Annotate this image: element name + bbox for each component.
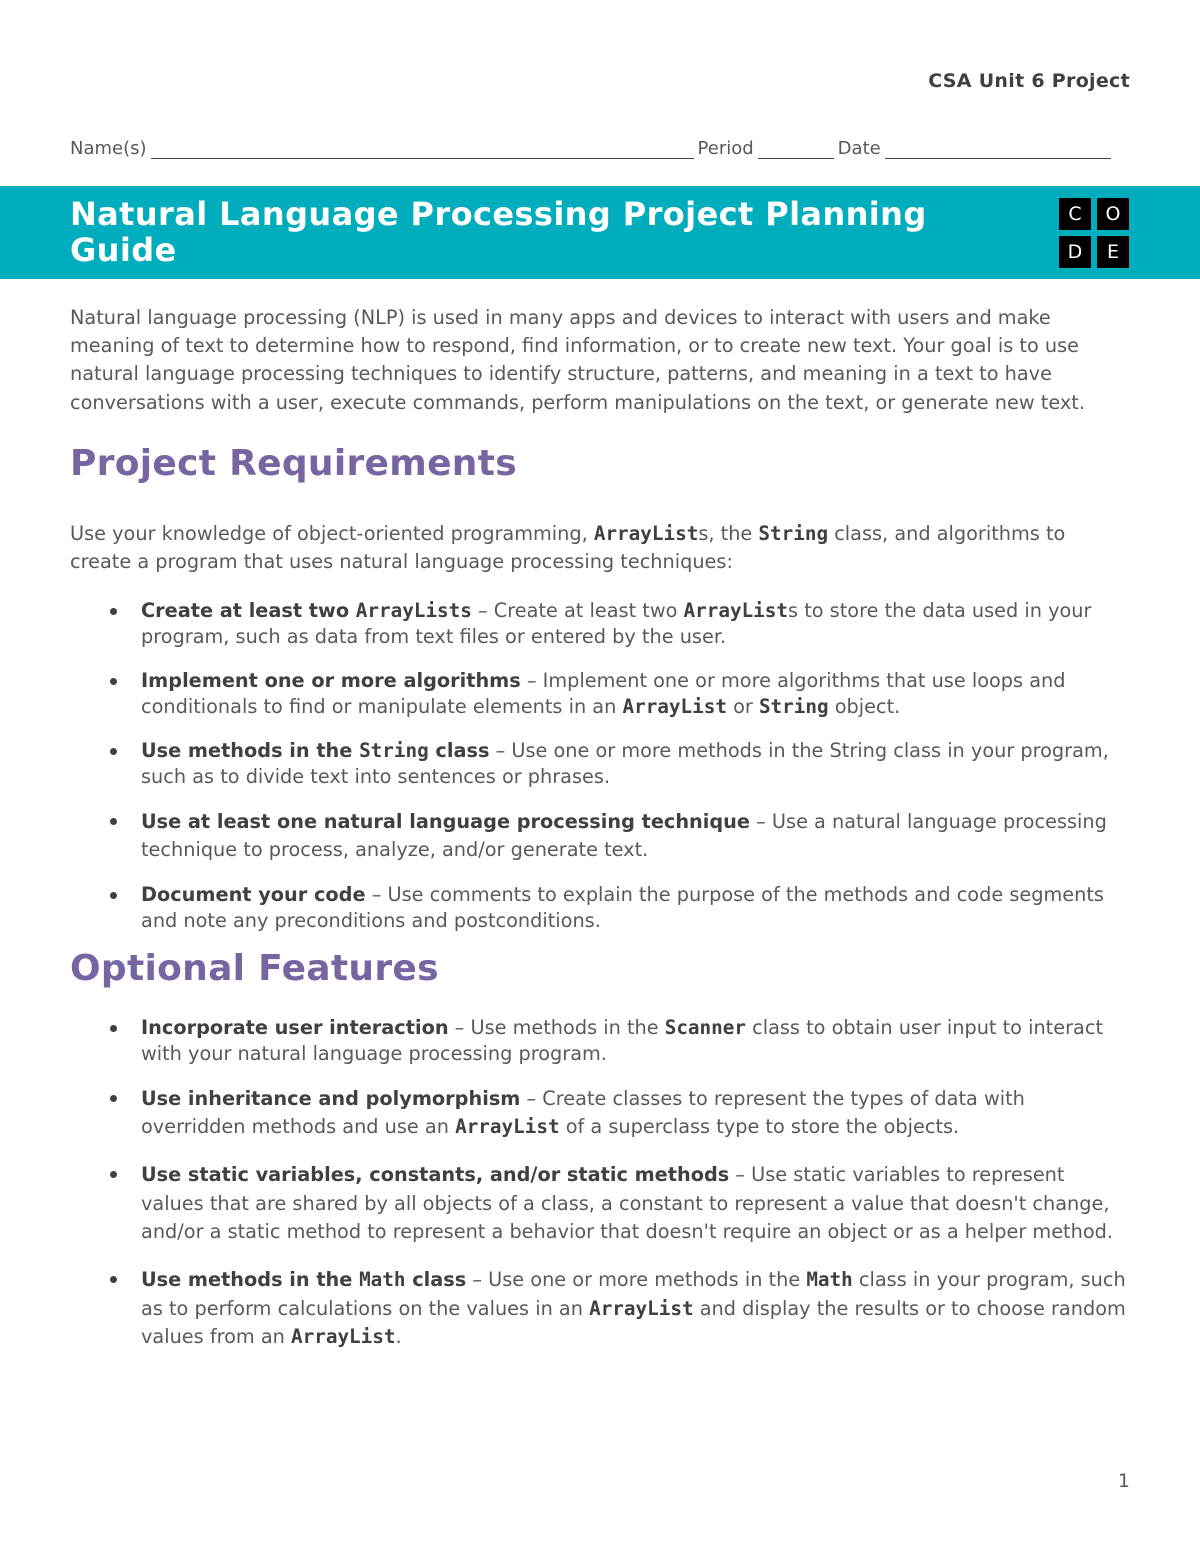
dash: –: [729, 1163, 752, 1187]
dash: –: [448, 1016, 471, 1040]
name-blank: [151, 138, 694, 159]
code-arraylist: ArrayList: [455, 1115, 560, 1139]
text: Use one or more methods in the String class in your program, such as to divide text into sentences or phrases.: [141, 739, 1109, 789]
page-number: 1: [1117, 1470, 1130, 1492]
code-scanner: Scanner: [664, 1016, 746, 1040]
text: Implement one or more algorithms that use loops and conditionals to find or manipulate elements in an: [141, 669, 1066, 719]
item-title: Use static variables, constants, and/or static methods: [141, 1163, 730, 1187]
text: Use comments to explain the purpose of the methods and code segments and note any preconditions and postconditions.: [141, 883, 1104, 933]
code-arraylist: ArrayList: [291, 1325, 396, 1349]
code-math: Math: [806, 1268, 853, 1292]
list-item: [70, 598, 1132, 650]
code-arraylists: ArrayLists: [355, 599, 472, 623]
item-title: [141, 599, 472, 622]
code-arraylist: ArrayList: [683, 599, 789, 623]
code-string: String: [359, 739, 429, 763]
item-title: [141, 739, 489, 762]
item-title: [141, 1268, 466, 1291]
text: and display the results or to choose random values from an: [141, 1296, 1126, 1349]
list-item: [70, 738, 1132, 790]
text: Create at least two: [141, 599, 356, 623]
logo-letter: E: [1097, 236, 1129, 268]
name-label: Name(s): [70, 138, 147, 159]
list-item: [70, 1015, 1132, 1067]
list-item: [70, 1266, 1132, 1351]
code-string: String: [758, 695, 829, 719]
text: Use methods in the: [470, 1016, 665, 1040]
text: Use your knowledge of object-oriented programming,: [70, 521, 594, 545]
bullet-icon: [110, 1276, 117, 1283]
optional-heading: Optional Features: [70, 948, 439, 990]
text: .: [395, 1325, 402, 1349]
text: Use one or more methods in the: [488, 1268, 807, 1292]
list-item: [70, 668, 1132, 720]
text: s to store the data used in your program, such as data from text files or entered by the user.: [141, 599, 1092, 649]
bullet-icon: [110, 1025, 117, 1032]
text: class, and algorithms to create a program that uses natural language processing techniques:: [70, 521, 1066, 574]
text: Use static variables to represent values that are shared by all objects of a class, a constant to represent a value that doesn't change, and/or a static method to represent a behavior that doesn't require an object or as a helper method.: [141, 1163, 1113, 1244]
text: object.: [828, 695, 901, 719]
bullet-icon: [110, 818, 117, 825]
logo-letter: D: [1059, 236, 1091, 268]
text: or: [726, 695, 759, 719]
text: class: [405, 1268, 467, 1292]
text: class: [428, 739, 490, 763]
intro-paragraph: Natural language processing (NLP) is used in many apps and devices to interact with users and make meaning of text to determine how to respond, find information, or to create new text. Your goal is to use natural language processing techniques to identify structure, patterns, and meaning in a text to have conversations with a user, execute commands, perform manipulations on the text, or generate new text.: [70, 306, 1085, 414]
document-header: CSA Unit 6 Project: [928, 70, 1130, 92]
dash: –: [365, 883, 388, 907]
list-item: [70, 1161, 1132, 1246]
code-arraylist: ArrayList: [622, 695, 727, 719]
code-arraylist: ArrayList: [589, 1296, 694, 1320]
list-item: [70, 882, 1132, 934]
code-logo: [1059, 198, 1129, 268]
item-title: Document your code: [141, 883, 366, 907]
text: Create classes to represent the types of data with overridden methods and use an: [141, 1087, 1025, 1139]
text: class in your program, such as to perform calculations on the values in an: [141, 1268, 1126, 1320]
logo-letter: C: [1059, 198, 1091, 230]
dash: –: [520, 669, 543, 693]
code-math: Math: [359, 1268, 406, 1292]
dash: –: [489, 739, 512, 763]
list-item: [70, 808, 1132, 864]
bullet-icon: [110, 892, 117, 899]
dash: –: [466, 1268, 489, 1292]
code-arraylist: ArrayList: [593, 521, 699, 545]
text: Create at least two: [493, 599, 684, 623]
item-title: Incorporate user interaction: [141, 1016, 449, 1040]
text: s, the: [698, 521, 759, 545]
text: class to obtain user input to interact with your natural language processing program.: [141, 1016, 1104, 1066]
requirements-list: [70, 598, 1132, 934]
code-string: String: [758, 521, 829, 545]
date-blank: [885, 138, 1111, 159]
dash: –: [471, 599, 494, 623]
logo-letter: O: [1097, 198, 1129, 230]
page-title: Natural Language Processing Project Planning Guide: [70, 195, 927, 269]
date-label: Date: [837, 138, 881, 159]
requirements-heading: Project Requirements: [70, 442, 517, 484]
text: Use a natural language processing technique to process, analyze, and/or generate text.: [141, 810, 1107, 862]
period-label: Period: [697, 138, 754, 159]
dash: –: [750, 810, 772, 834]
text: of a superclass type to store the objects.: [559, 1115, 960, 1139]
title-banner: [0, 186, 1200, 279]
text: Use methods in the: [141, 1268, 360, 1292]
bullet-icon: [110, 748, 117, 755]
name-period-date-line: [70, 138, 1120, 159]
list-item: [70, 1085, 1132, 1141]
bullet-icon: [110, 1095, 117, 1102]
item-title: Implement one or more algorithms: [141, 669, 521, 693]
item-title: Use inheritance and polymorphism: [141, 1087, 521, 1111]
bullet-icon: [110, 1171, 117, 1178]
period-blank: [758, 138, 834, 159]
optional-list: [70, 1015, 1132, 1351]
text: Use methods in the: [141, 739, 360, 763]
dash: –: [520, 1087, 543, 1111]
requirements-intro: [70, 520, 1132, 576]
item-title: Use at least one natural language processing technique: [141, 810, 750, 834]
bullet-icon: [110, 608, 117, 615]
bullet-icon: [110, 678, 117, 685]
main-content: [70, 304, 1132, 1352]
